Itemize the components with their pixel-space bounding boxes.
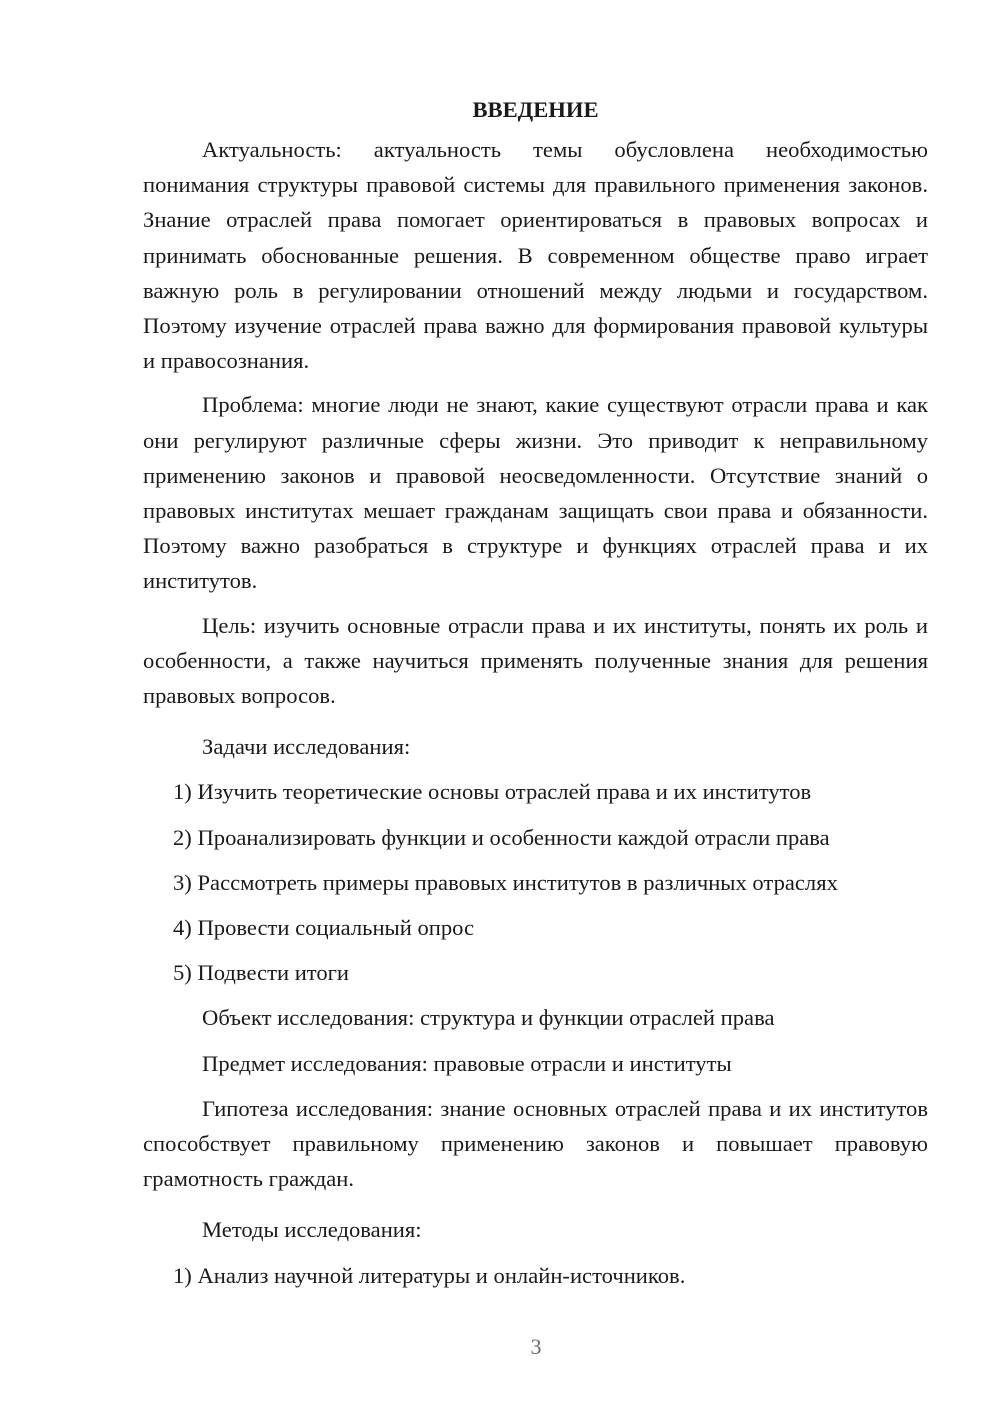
methods-heading: Методы исследования: (202, 1217, 422, 1243)
methods-list (143, 1258, 928, 1293)
object-line: Объект исследования: структура и функции отраслей права (202, 1005, 775, 1031)
page-number: 3 (530, 1334, 542, 1359)
task-item-3: 3) Рассмотреть примеры правовых институтов в различных отраслях (173, 869, 838, 895)
task-item-1: 1) Изучить теоретические основы отраслей права и их институтов (173, 779, 812, 805)
document-page (143, 92, 928, 1303)
goal-paragraph: Цель: изучить основные отрасли права и их институты, понять их роль и особенности, а также научиться применять полученные знания для решения правовых вопросов. (143, 612, 928, 709)
section-title: ВВЕДЕНИЕ (472, 97, 599, 122)
tasks-heading: Задачи исследования: (202, 734, 411, 760)
hypothesis-paragraph: Гипотеза исследования: знание основных отраслей права и их институтов способствует правильному применению законов и повышает правовую грамотность граждан. (143, 1095, 928, 1192)
task-item-5: 5) Подвести итоги (173, 960, 350, 986)
problem-paragraph: Проблема: многие люди не знают, какие существуют отрасли права и как они регулируют различные сферы жизни. Это приводит к неправильному применению законов и правовой неосведомленности. Отсутствие знаний о правовых институтах мешает гражданам защищать свои права и обязанности. Поэтому важно разобраться в структуре и функциях отраслей права и их институтов. (143, 392, 928, 594)
tasks-list (143, 774, 928, 990)
task-item-2: 2) Проанализировать функции и особенности каждой отрасли права (173, 824, 830, 850)
task-item-4: 4) Провести социальный опрос (173, 915, 475, 941)
subject-line: Предмет исследования: правовые отрасли и институты (202, 1050, 732, 1076)
method-item-1: 1) Анализ научной литературы и онлайн-источников. (173, 1262, 686, 1288)
relevance-paragraph: Актуальность: актуальность темы обусловлена необходимостью понимания структуры правовой системы для правильного применения законов. Знание отраслей права помогает ориентироваться в правовых вопросах и принимать обоснованные решения. В современном обществе право играет важную роль в регулировании отношений между людьми и государством. Поэтому изучение отраслей права важно для формирования правовой культуры и правосознания. (143, 137, 928, 374)
